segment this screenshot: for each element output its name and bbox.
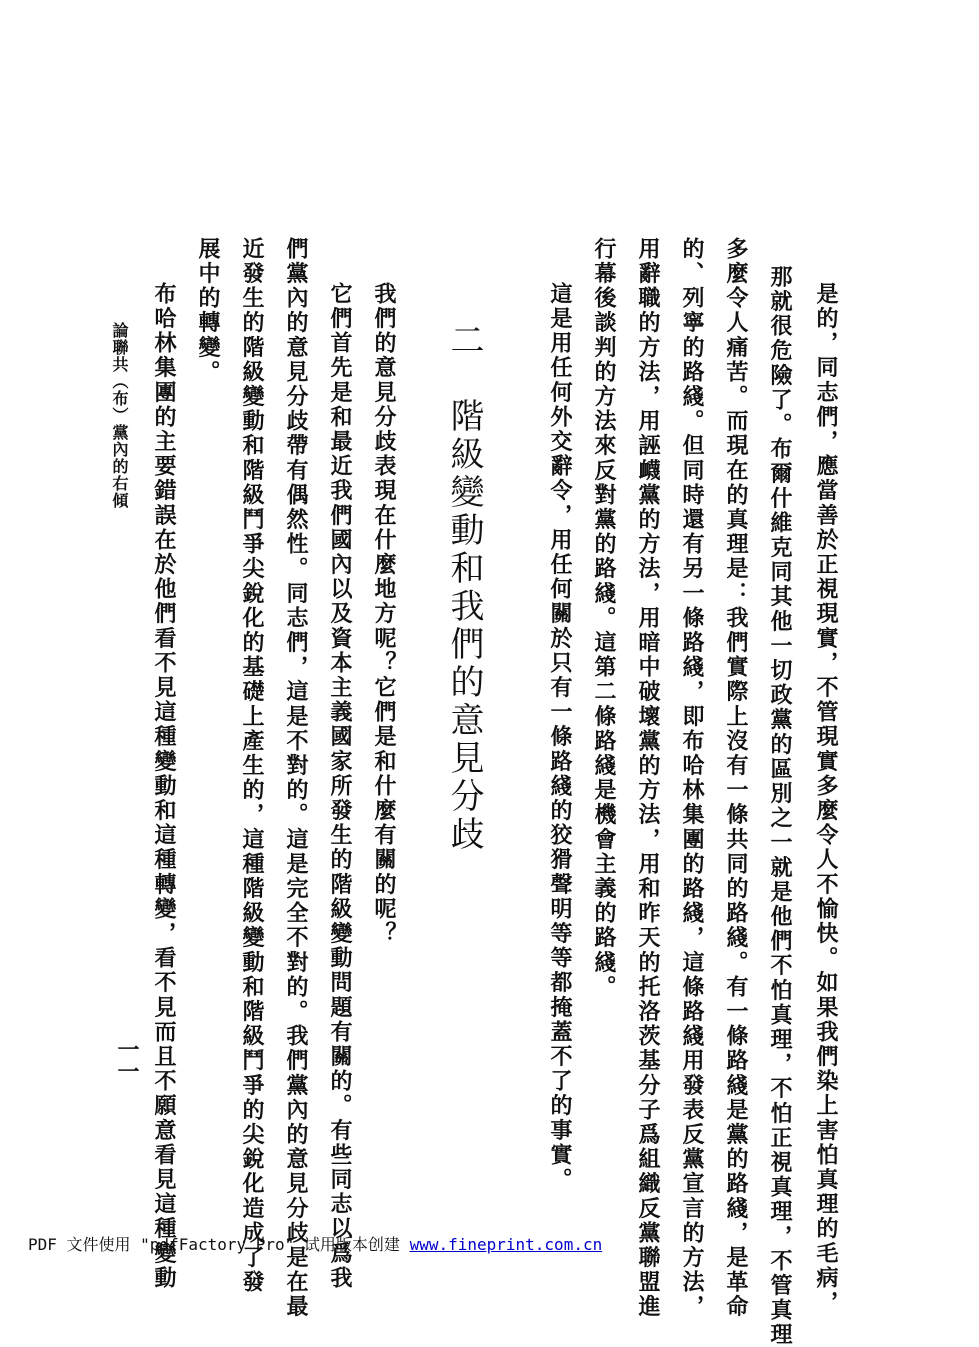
- text-column: 那就很危險了。布爾什維克同其他一切政黨的區別之一就是他們不怕真理，不怕正視真理，不管真理: [767, 265, 793, 1347]
- text-column: 展中的轉變。: [195, 237, 221, 385]
- pdf-footer: [28, 1232, 602, 1255]
- section-gap: [444, 360, 484, 398]
- text-column: 用辭職的方法，用誣衊黨的方法，用暗中破壞黨的方法，用和昨天的托洛茨基分子爲組織反黨聯盟進: [635, 237, 661, 1320]
- text-column: 布哈林集團的主要錯誤在於他們看不見這種變動和這種轉變，看不見而且不願意看見這種變動: [151, 282, 177, 1291]
- page-number: 一一: [114, 1038, 140, 1082]
- section-heading: [440, 322, 489, 854]
- text-column: 的、列寧的路綫。但同時還有另一條路綫，即布哈林集團的路綫，這條路綫用發表反黨宣言的方法，: [679, 237, 705, 1320]
- footer-text: PDF 文件使用 "pdfFactory Pro" 试用版本创建: [28, 1235, 410, 1254]
- text-column: 它們首先是和最近我們國內以及資本主義國家所發生的階級變動問題有關的。有些同志以爲我: [327, 282, 353, 1291]
- text-column: 行幕後談判的方法來反對黨的路綫。這第二條路綫是機會主義的路綫。: [591, 237, 617, 1000]
- text-column: 們黨內的意見分歧帶有偶然性。同志們，這是不對的。這是完全不對的。我們黨內的意見分歧是在最: [283, 237, 309, 1320]
- text-column: 我們的意見分歧表現在什麼地方呢？它們是和什麼有關的呢？: [371, 282, 397, 947]
- text-column: 多麼令人痛苦。而現在的真理是：我們實際上沒有一條共同的路綫。有一條路綫是黨的路綫，是革命: [723, 237, 749, 1320]
- section-number: 二: [444, 322, 484, 360]
- text-column: 這是用任何外交辭令，用任何關於只有一條路綫的狡猾聲明等等都掩蓋不了的事實。: [547, 282, 573, 1193]
- text-column: 近發生的階級變動和階級鬥爭尖銳化的基礎上產生的，這種階級變動和階級鬥爭的尖銳化造成了發: [239, 237, 265, 1295]
- text-column: 是的，同志們，應當善於正視現實，不管現實多麼令人不愉快。如果我們染上害怕真理的毛病，: [813, 282, 839, 1316]
- footer-link[interactable]: www.fineprint.com.cn: [409, 1235, 603, 1254]
- running-head: 論聯共（布）黨內的右傾: [110, 322, 129, 509]
- section-title: 階級變動和我們的意見分歧: [444, 398, 484, 854]
